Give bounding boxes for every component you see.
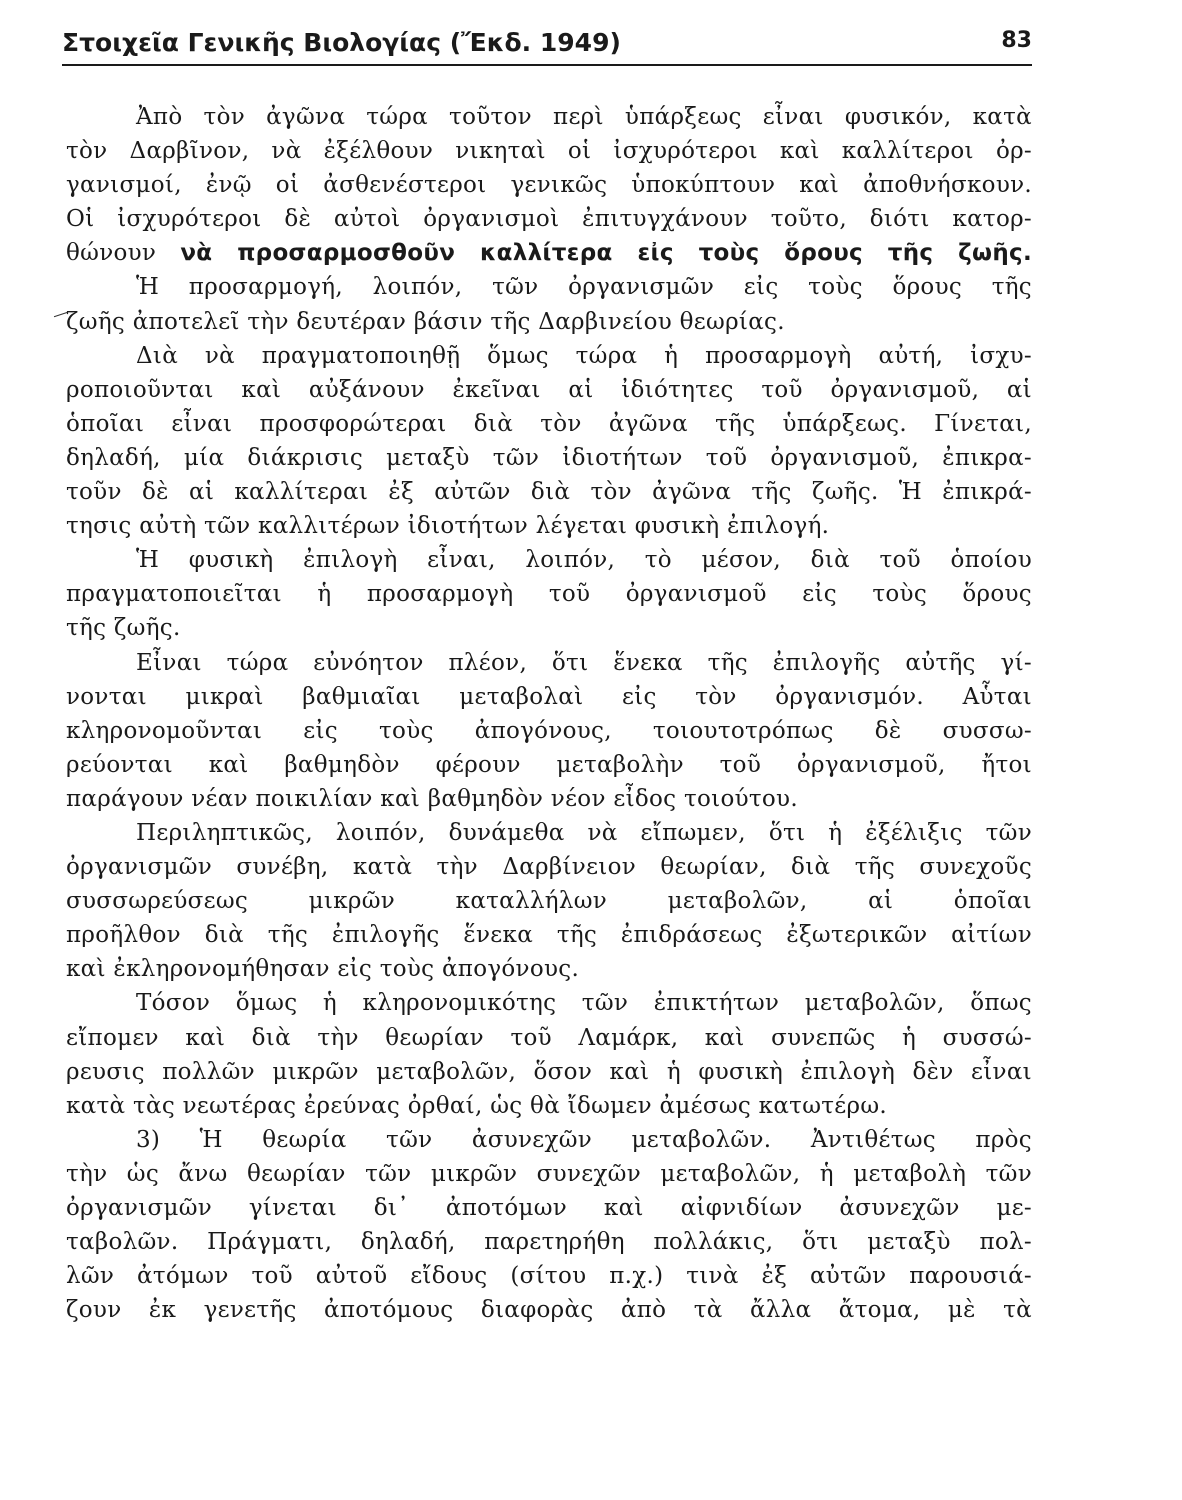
text-line: Ἡ φυσικὴ ἐπιλογὴ εἶναι, λοιπόν, τὸ μέσον, διὰ τοῦ ὁποίου [136,547,1032,574]
header-rule [62,64,1032,66]
text-line: εἴπομεν καὶ διὰ τὴν θεωρίαν τοῦ Λαμάρκ, καὶ συνεπῶς ἡ συσσώ- [66,1024,1032,1051]
book-title: Στοιχεῖα Γενικῆς Βιολογίας (Ἔκδ. 1949) [62,28,621,57]
running-header [62,28,1032,68]
text-line: γανισμοί, ἐνῷ οἱ ἀσθενέστεροι γενικῶς ὑποκύπτουν καὶ ἀποθνήσκουν. [66,172,1032,199]
text-line: καὶ ἐκληρονομήθησαν εἰς τοὺς ἀπογόνους. [66,956,580,983]
text-line: ρευσις πολλῶν μικρῶν μεταβολῶν, ὅσον καὶ ἡ φυσικὴ ἐπιλογὴ δὲν εἶναι [66,1058,1032,1085]
text-line: Οἱ ἰσχυρότεροι δὲ αὐτοὶ ὀργανισμοὶ ἐπιτυγχάνουν τοῦτο, διότι κατορ- [66,206,1032,233]
text-line: κατὰ τὰς νεωτέρας ἐρεύνας ὀρθαί, ὡς θὰ ἴδωμεν ἀμέσως κατωτέρω. [66,1092,887,1119]
text-line: ζωῆς ἀποτελεῖ τὴν δευτέραν βάσιν τῆς Δαρβινείου θεωρίας. [66,308,785,335]
text-line: Εἶναι τώρα εὐνόητον πλέον, ὅτι ἕνεκα τῆς ἐπιλογῆς αὐτῆς γί- [136,649,1032,676]
text-line: τοῦν δὲ αἱ καλλίτεραι ἐξ αὐτῶν διὰ τὸν ἀγῶνα τῆς ζωῆς. Ἡ ἐπικρά- [66,479,1032,506]
text-line: ὀργανισμῶν συνέβη, κατὰ τὴν Δαρβίνειον θεωρίαν, διὰ τῆς συνεχοῦς [66,854,1032,881]
body-text [66,100,1032,1327]
text-line: τῆς ζωῆς. [66,615,181,642]
page-number: 83 [1001,28,1032,53]
text-line: προῆλθον διὰ τῆς ἐπιλογῆς ἕνεκα τῆς ἐπιδράσεως ἐξωτερικῶν αἰτίων [66,922,1032,949]
text-line: τὴν ὡς ἄνω θεωρίαν τῶν μικρῶν συνεχῶν μεταβολῶν, ἡ μεταβολὴ τῶν [66,1160,1032,1187]
text-line: τὸν Δαρβῖνον, νὰ ἐξέλθουν νικηταὶ οἱ ἰσχυρότεροι καὶ καλλίτεροι ὀρ- [66,138,1032,165]
text-line: συσσωρεύσεως μικρῶν καταλλήλων μεταβολῶν, αἱ ὁποῖαι [66,888,1032,915]
text-line: ζουν ἐκ γενετῆς ἀποτόμους διαφορὰς ἀπὸ τὰ ἄλλα ἄτομα, μὲ τὰ [66,1297,1032,1324]
text-line: Διὰ νὰ πραγματοποιηθῇ ὅμως τώρα ἡ προσαρμογὴ αὐτή, ἰσχυ- [136,342,1032,369]
text-line: τησις αὐτὴ τῶν καλλιτέρων ἰδιοτήτων λέγεται φυσικὴ ἐπιλογή. [66,513,830,540]
text-line: Τόσον ὅμως ἡ κληρονομικότης τῶν ἐπικτήτων μεταβολῶν, ὅπως [136,990,1032,1017]
text-line: ὀργανισμῶν γίνεται δι᾽ ἀποτόμων καὶ αἰφνιδίων ἀσυνεχῶν με- [66,1195,1032,1221]
text-line: 3) Ἡ θεωρία τῶν ἀσυνεχῶν μεταβολῶν. Ἀντιθέτως πρὸς [136,1126,1032,1153]
text-line: ροποιοῦνται καὶ αὐξάνουν ἐκεῖναι αἱ ἰδιότητες τοῦ ὀργανισμοῦ, αἱ [66,376,1032,403]
text-line: ὁποῖαι εἶναι προσφορώτεραι διὰ τὸν ἀγῶνα τῆς ὑπάρξεως. Γίνεται, [66,410,1032,437]
text-line: λῶν ἀτόμων τοῦ αὐτοῦ εἴδους (σίτου π.χ.) τινὰ ἐξ αὐτῶν παρουσιά- [66,1263,1032,1290]
text-line: παράγουν νέαν ποικιλίαν καὶ βαθμηδὸν νέον εἶδος τοιούτου. [66,785,798,812]
text-line: θώνουν νὰ προσαρμοσθοῦν καλλίτερα εἰς τοὺς ὅρους τῆς ζωῆς. [66,240,1032,267]
text-line: ρεύονται καὶ βαθμηδὸν φέρουν μεταβολὴν τοῦ ὀργανισμοῦ, ἤτοι [66,751,1032,778]
text-line: Περιληπτικῶς, λοιπόν, δυνάμεθα νὰ εἴπωμεν, ὅτι ἡ ἐξέλιξις τῶν [136,819,1032,846]
text-line: Ἀπὸ τὸν ἀγῶνα τώρα τοῦτον περὶ ὑπάρξεως εἶναι φυσικόν, κατὰ [136,104,1032,130]
text-line: κληρονομοῦνται εἰς τοὺς ἀπογόνους, τοιουτοτρόπως δὲ συσσω- [66,717,1032,744]
text-line: δηλαδή, μία διάκρισις μεταξὺ τῶν ἰδιοτήτων τοῦ ὀργανισμοῦ, ἐπικρα- [66,444,1032,471]
text-line: ταβολῶν. Πράγματι, δηλαδή, παρετηρήθη πολλάκις, ὅτι μεταξὺ πολ- [66,1229,1032,1256]
text-line: Ἡ προσαρμογή, λοιπόν, τῶν ὀργανισμῶν εἰς τοὺς ὅρους τῆς [136,274,1032,301]
text-line: πραγματοποιεῖται ἡ προσαρμογὴ τοῦ ὀργανισμοῦ εἰς τοὺς ὅρους [66,581,1032,608]
text-line: νονται μικραὶ βαθμιαῖαι μεταβολαὶ εἰς τὸν ὀργανισμόν. Αὗται [66,683,1032,710]
